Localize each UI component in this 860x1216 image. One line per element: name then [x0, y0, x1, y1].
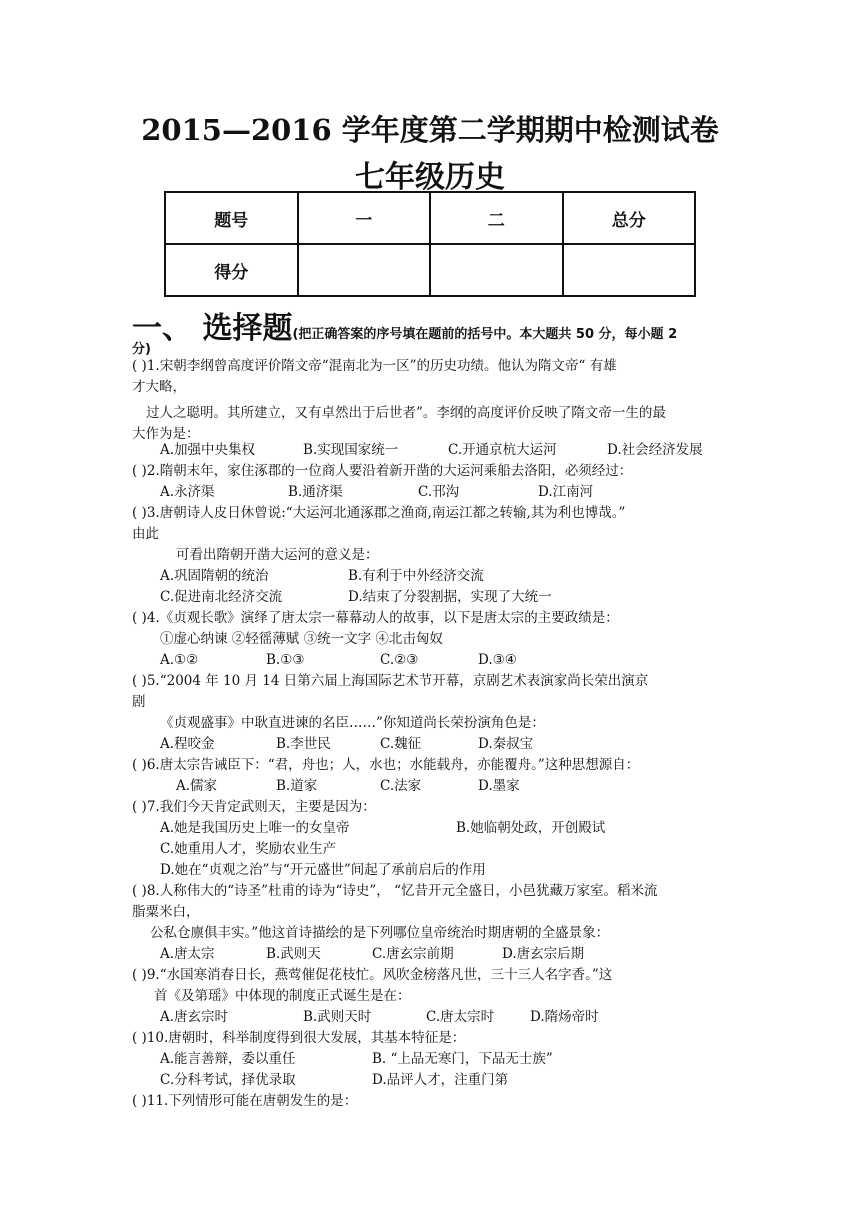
option-c: C.开通京杭大运河 — [448, 442, 557, 458]
score-table-score-row — [165, 244, 695, 296]
option-a: A.程咬金 — [160, 736, 215, 752]
question-line: 脂粟米白， — [132, 904, 200, 920]
section-instruction: (把正确答案的序号填在题前的括号中。本大题共 50 分，每小题 2 — [292, 327, 678, 342]
score-table-header-row — [165, 192, 695, 244]
question-line: 由此 — [132, 526, 159, 542]
option-b: B.①③ — [266, 652, 305, 668]
question-line: 《贞观盛事》中耿直进谏的名臣……”你知道尚长荣扮演角色是： — [160, 715, 545, 731]
question-line: 大作为是： — [132, 426, 200, 442]
score-cell — [298, 244, 431, 296]
option-a: A.①② — [160, 652, 199, 668]
section-heading — [132, 303, 772, 347]
section-instruction-cont: 分) — [132, 342, 151, 357]
option-b: B.道家 — [276, 778, 318, 794]
question-line: 公私仓廪俱丰实。”他这首诗描绘的是下列哪位皇帝统治时期唐朝的全盛景象： — [150, 925, 610, 941]
option-c: C.魏征 — [380, 736, 422, 752]
score-table — [164, 191, 696, 297]
question-line: ( )9.“水国寒消春日长，燕莺催促花枝忙。风吹金榜落凡世，三十三人名字香。”这 — [132, 967, 613, 983]
question-line: ( )3.唐朝诗人皮日休曾说:“大运河北通涿郡之渔商,南运江都之转输,其为利也博哉。” — [132, 505, 626, 521]
question-line: ①虚心纳谏 ②轻徭薄赋 ③统一文字 ④北击匈奴 — [160, 631, 443, 647]
exam-title: 2015—2016 学年度第二学期期中检测试卷 — [141, 113, 719, 147]
exam-subtitle: 七年级历史 — [355, 160, 505, 195]
option-b: B.实现国家统一 — [303, 442, 399, 458]
score-header-cell: 总分 — [563, 192, 696, 244]
option-d: D.秦叔宝 — [478, 736, 534, 752]
option-a: A.巩固隋朝的统治 — [160, 568, 269, 584]
question-line: ( )1.宋朝李纲曾高度评价隋文帝“混南北为一区”的历史功绩。他认为隋文帝“ 有雄 — [132, 358, 617, 374]
option-d: D.隋炀帝时 — [530, 1009, 599, 1025]
question-line: ( )6.唐太宗告诫臣下：“君，舟也；人，水也；水能载舟，亦能覆舟。”这种思想源自： — [132, 757, 640, 773]
option-a: A.能言善辩，委以重任 — [160, 1051, 296, 1067]
option-a: A.加强中央集权 — [160, 442, 256, 458]
option-d: D.唐玄宗后期 — [502, 946, 585, 962]
option-a: A.唐太宗 — [160, 946, 215, 962]
option-b: B.她临朝处政，开创殿试 — [456, 820, 606, 836]
option-c: C.唐玄宗前期 — [372, 946, 454, 962]
option-b: B.通济渠 — [288, 484, 343, 500]
option-b: B.李世民 — [276, 736, 331, 752]
score-header-cell: 二 — [430, 192, 563, 244]
option-d: D.江南河 — [538, 484, 594, 500]
option-c: C.②③ — [380, 652, 419, 668]
score-cell — [430, 244, 563, 296]
option-a: A.她是我国历史上唯一的女皇帝 — [160, 820, 350, 836]
option-c: C.分科考试，择优录取 — [160, 1072, 296, 1088]
question-line: ( )4.《贞观长歌》演绎了唐太宗一幕幕动人的故事，以下是唐太宗的主要政绩是： — [132, 610, 619, 626]
option-c: C.促进南北经济交流 — [160, 589, 283, 605]
option-b: B. “上品无寒门，下品无士族” — [372, 1051, 553, 1067]
score-header-cell: 一 — [298, 192, 431, 244]
question-line: 可看出隋朝开凿大运河的意义是： — [176, 547, 379, 563]
option-d: D.社会经济发展 — [607, 442, 703, 458]
score-header-cell: 题号 — [165, 192, 298, 244]
option-d: D.结束了分裂割据，实现了大统一 — [348, 589, 552, 605]
question-line: 过人之聪明。其所建立，又有卓然出于后世者”。李纲的高度评价反映了隋文帝一生的最 — [146, 405, 666, 421]
option-b: B.有利于中外经济交流 — [348, 568, 484, 584]
option-b: B.武则天 — [266, 946, 321, 962]
option-a: A.唐玄宗时 — [160, 1009, 229, 1025]
option-c: C.她重用人才，奖励农业生产 — [160, 841, 337, 857]
question-line: ( )2.隋朝末年，家住涿郡的一位商人要沿着新开凿的大运河乘船去洛阳，必须经过： — [132, 463, 633, 479]
score-row-label: 得分 — [165, 244, 298, 296]
option-c: C.邗沟 — [418, 484, 460, 500]
option-c: C.唐太宗时 — [426, 1009, 495, 1025]
section-title: 一、 选择题 — [132, 311, 293, 346]
question-line: 首《及第瑶》中体现的制度正式诞生是在： — [154, 988, 411, 1004]
option-d: D.品评人才，注重门第 — [372, 1072, 509, 1088]
question-line: ( )11.下列情形可能在唐朝发生的是： — [132, 1093, 358, 1109]
question-line: ( )8.人称伟大的“诗圣”杜甫的诗为“诗史”， “忆昔开元全盛日，小邑犹藏万家室。稻米流 — [132, 883, 658, 899]
option-d: D.③④ — [478, 652, 517, 668]
question-line: 剧 — [132, 694, 146, 710]
question-line: 才大略， — [132, 379, 186, 395]
question-line: ( )7.我们今天肯定武则天，主要是因为： — [132, 799, 376, 815]
option-a: A.永济渠 — [160, 484, 215, 500]
question-line: ( )5.“2004 年 10 月 14 日第六届上海国际艺术节开幕，京剧艺术表演家尚长荣出演京 — [132, 673, 649, 689]
option-d: D.墨家 — [478, 778, 520, 794]
score-cell — [563, 244, 696, 296]
option-d: D.她在“贞观之治”与“开元盛世”间起了承前启后的作用 — [160, 862, 486, 878]
option-b: B.武则天时 — [303, 1009, 372, 1025]
option-a: A.儒家 — [176, 778, 218, 794]
question-line: ( )10.唐朝时，科举制度得到很大发展，其基本特征是： — [132, 1030, 466, 1046]
option-c: C.法家 — [380, 778, 422, 794]
